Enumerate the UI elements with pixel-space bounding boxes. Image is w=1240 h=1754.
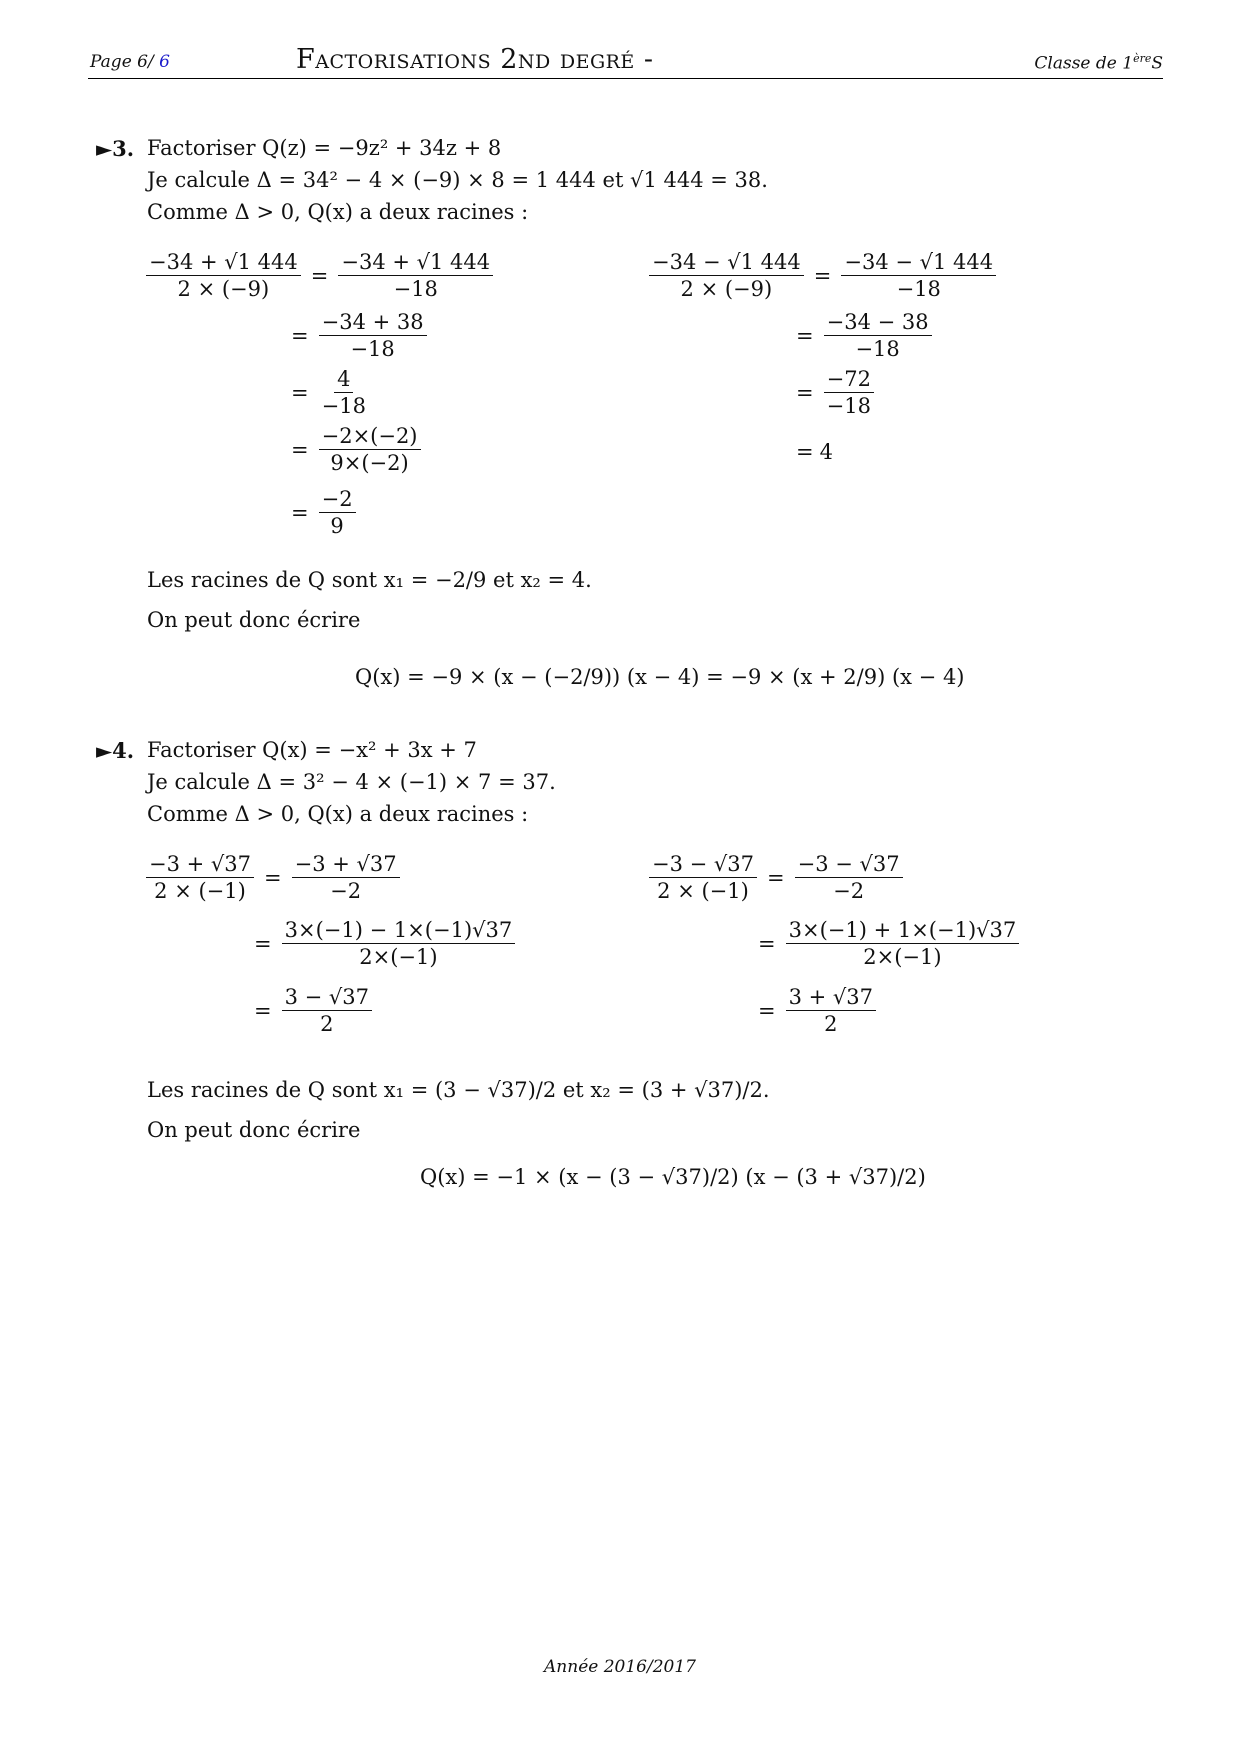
page-number: Page 6/ 6 (90, 52, 170, 72)
ex4-write-line: On peut donc écrire (147, 1118, 361, 1142)
ex3-statement: Factoriser Q(z) = −9z² + 34z + 8 (147, 136, 502, 160)
ex3-left-row-2: = $\frac{4}{-18}$ (291, 367, 366, 419)
ex3-factored-form: Q(x) = −9 × (x − (−2/9)) (x − 4) = −9 × (x + 2/9) (x − 4) (355, 665, 965, 689)
ex4-left-row-0: $\frac{-3 + √37}{2 \times (-1)}$ = $\frac{-3 + √37}{-2}$ (142, 852, 404, 903)
ex3-right-row-1: = $\frac{-34 - 38}{-18}$ (790, 310, 936, 361)
page-total-link[interactable]: 6 (159, 52, 170, 72)
ex4-conclusion: Les racines de Q sont x₁ = (3 − √37)/2 et x₂ = (3 + √37)/2. (147, 1078, 770, 1102)
ex4-statement: Factoriser Q(x) = −x² + 3x + 7 (147, 738, 477, 762)
ex3-right-row-0: $\frac{-34 - √1 444}{2 \times (-9)}$ = $\frac{-34 - √1 444}{-18}$ (645, 250, 1000, 301)
ex4-roots-intro: Comme Δ > 0, Q(x) a deux racines : (147, 802, 529, 826)
ex3-roots-intro: Comme Δ > 0, Q(x) a deux racines : (147, 200, 529, 224)
ex3-conclusion: Les racines de Q sont x₁ = −2/9 et x₂ = 4. (147, 568, 592, 592)
ex4-right-row-2: = $\frac{3 + √37}{2}$ (752, 985, 880, 1036)
ex3-left-row-0: $\frac{-34 + √1 444}{2 \times (-9)}$ = $\frac{-34 + √1 444}{-18}$ (142, 250, 497, 301)
ex3-right-row-2: = $\frac{-72}{-18}$ (790, 367, 878, 418)
ex3-write-line: On peut donc écrire (147, 608, 361, 632)
ex4-marker: ►4. (96, 738, 135, 763)
ex4-right-row-0: $\frac{-3 - √37}{2 \times (-1)}$ = $\frac{-3 - √37}{-2}$ (645, 852, 907, 903)
ex3-right-row-3: = 4 (796, 440, 833, 464)
header-rule (88, 78, 1163, 79)
footer-year: Année 2016/2017 (544, 1657, 696, 1677)
ex3-delta: Je calcule Δ = 34² − 4 × (−9) × 8 = 1 444 et √1 444 = 38. (147, 168, 768, 192)
fraction: $\frac{-34 + √1 444}{-18}$ (338, 250, 493, 301)
ex4-factored-form: Q(x) = −1 × (x − (3 − √37)/2) (x − (3 + √37)/2) (420, 1165, 926, 1189)
fraction: $\frac{-34 + √1 444}{2 \times (-9)}$ (146, 250, 301, 301)
ex4-right-row-1: = $\frac{3\times(-1) + 1\times(-1)√37}{2\times(-1)}$ (752, 918, 1023, 969)
ex4-delta: Je calcule Δ = 3² − 4 × (−1) × 7 = 37. (147, 770, 556, 794)
ex3-marker: ►3. (96, 136, 135, 161)
page-title: Factorisations 2nd degré - (296, 44, 654, 75)
class-label: Classe de 1èreS (1034, 52, 1163, 74)
ex3-left-row-1: = $\frac{-34 + 38}{-18}$ (285, 310, 431, 361)
ex3-left-row-3: = $\frac{-2\times(-2)}{9\times(-2)}$ (285, 424, 425, 475)
ex3-left-row-4: = $\frac{-2}{9}$ (285, 487, 360, 538)
ex4-left-row-1: = $\frac{3\times(-1) - 1\times(-1)√37}{2\times(-1)}$ (248, 918, 519, 969)
ex4-left-row-2: = $\frac{3 - √37}{2}$ (248, 985, 376, 1036)
